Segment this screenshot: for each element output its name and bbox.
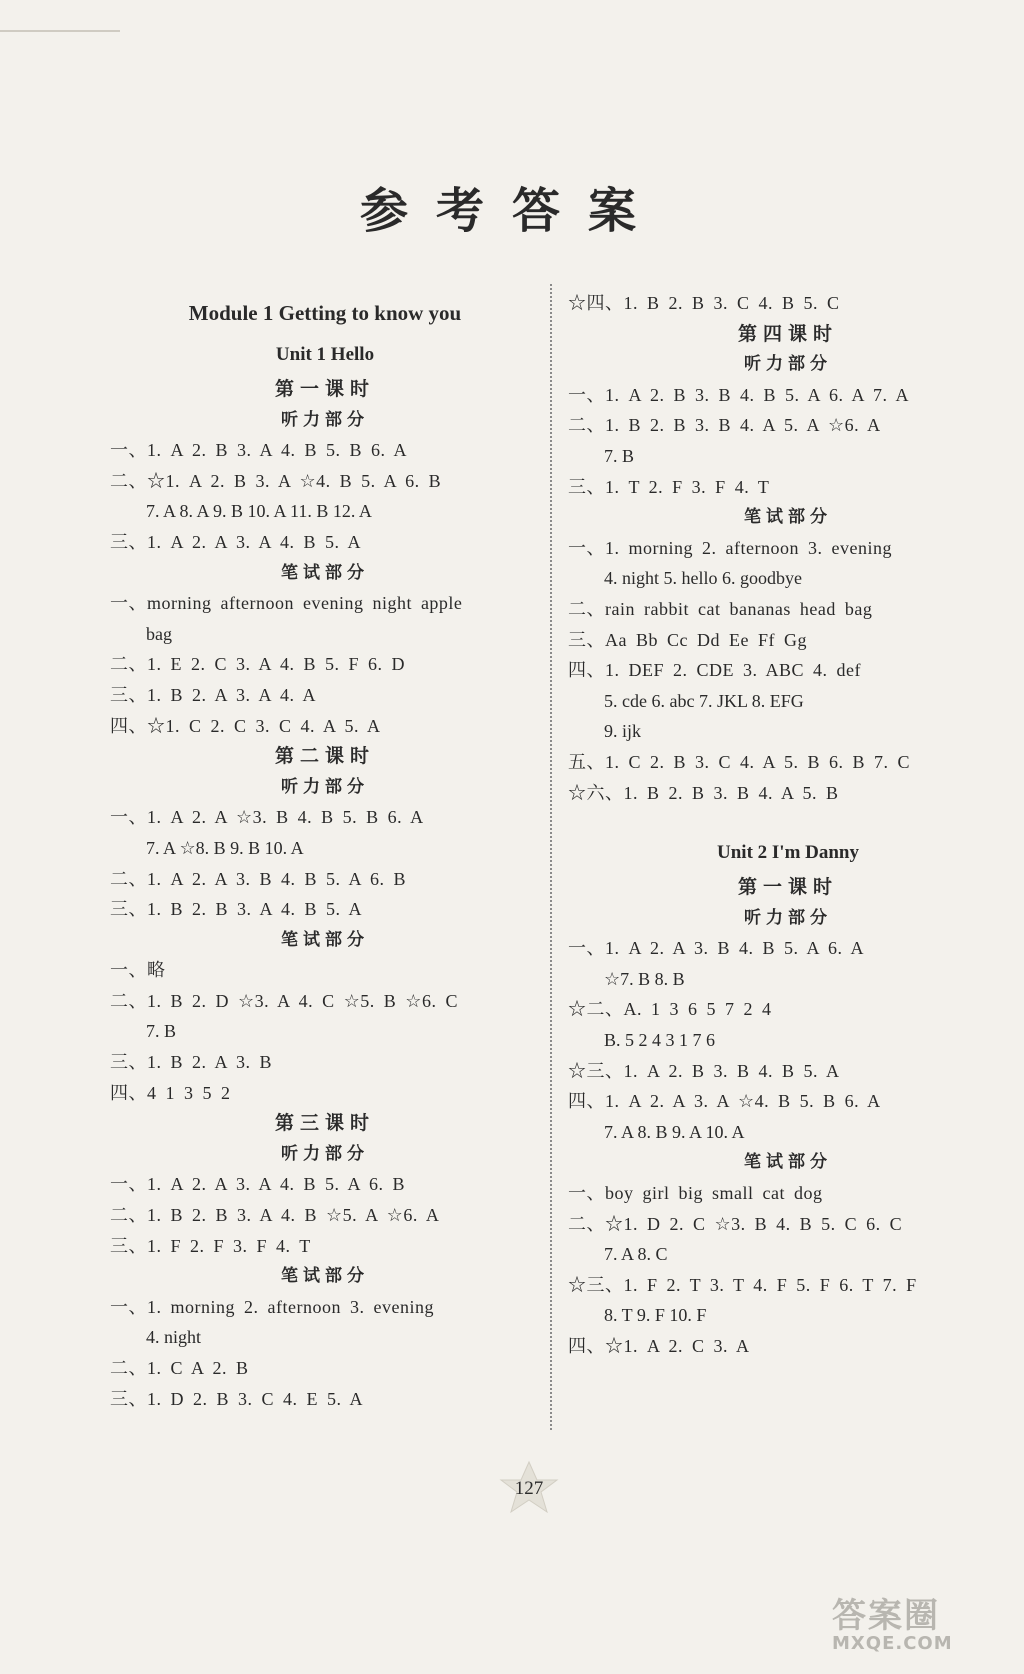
- answer-line: 一、boy girl big small cat dog: [568, 1183, 823, 1204]
- lesson-heading: 第四课时: [737, 322, 838, 345]
- column-divider: [550, 284, 552, 1430]
- answer-line-continued: bag: [146, 623, 172, 644]
- answer-line: ☆二、A. 1 3 6 5 7 2 4: [568, 999, 772, 1020]
- answer-line-continued: 7. A 8. B 9. A 10. A: [604, 1121, 745, 1142]
- answer-line: 一、1. morning 2. afternoon 3. evening: [568, 537, 892, 558]
- section-heading: 听力部分: [744, 907, 832, 928]
- section-heading: 听力部分: [281, 409, 369, 430]
- answer-line: 一、1. A 2. A 3. B 4. B 5. A 6. A: [568, 938, 865, 959]
- answer-line: 二、1. B 2. D ☆3. A 4. C ☆5. B ☆6. C: [110, 990, 458, 1011]
- answer-line: 一、morning afternoon evening night apple: [110, 593, 463, 614]
- answer-line-continued: 7. A 8. A 9. B 10. A 11. B 12. A: [146, 501, 372, 522]
- answer-line: 三、1. F 2. F 3. F 4. T: [110, 1235, 311, 1256]
- answer-line: 三、1. B 2. B 3. A 4. B 5. A: [110, 899, 363, 920]
- answer-line: 三、Aa Bb Cc Dd Ee Ff Gg: [568, 629, 807, 650]
- answer-line: 一、1. A 2. A 3. A 4. B 5. A 6. B: [110, 1174, 406, 1195]
- watermark-url: MXQE.COM: [832, 1633, 953, 1654]
- answer-line: 三、1. B 2. A 3. A 4. A: [110, 684, 317, 705]
- answer-line-continued: 4. night 5. hello 6. goodbye: [604, 568, 802, 589]
- lesson-heading: 第一课时: [274, 378, 375, 400]
- answer-line: 二、1. B 2. B 3. B 4. A 5. A ☆6. A: [568, 415, 881, 436]
- answer-line: 四、☆1. C 2. C 3. C 4. A 5. A: [110, 715, 381, 736]
- answer-line: 三、1. T 2. F 3. F 4. T: [568, 476, 770, 497]
- section-heading: 笔试部分: [281, 1266, 369, 1287]
- answer-line: 四、1. A 2. A 3. A ☆4. B 5. B 6. A: [568, 1091, 881, 1112]
- answer-line: 四、☆1. A 2. C 3. A: [568, 1336, 750, 1356]
- answer-line: 二、1. A 2. A 3. B 4. B 5. A 6. B: [110, 868, 407, 889]
- answer-line: ☆六、1. B 2. B 3. B 4. A 5. B: [568, 782, 839, 803]
- answer-line: 四、4 1 3 5 2: [110, 1082, 231, 1103]
- section-heading: 笔试部分: [281, 562, 369, 583]
- lesson-heading: 第三课时: [274, 1112, 375, 1135]
- section-heading: 笔试部分: [744, 1152, 832, 1173]
- answer-line: 一、1. A 2. A ☆3. B 4. B 5. B 6. A: [110, 807, 424, 828]
- answer-line: 一、略: [110, 960, 166, 981]
- answer-line: 一、1. A 2. B 3. B 4. B 5. A 6. A 7. A: [568, 384, 910, 405]
- page-number: 127: [514, 1478, 544, 1499]
- answer-line: ☆三、1. F 2. T 3. T 4. F 5. F 6. T 7. F: [568, 1274, 917, 1295]
- answer-line: 五、1. C 2. B 3. C 4. A 5. B 6. B 7. C: [568, 751, 911, 772]
- page-number-badge: [489, 1460, 569, 1520]
- answer-line: 二、☆1. A 2. B 3. A ☆4. B 5. A 6. B: [110, 470, 442, 491]
- answer-line: 二、1. B 2. B 3. A 4. B ☆5. A ☆6. A: [110, 1205, 440, 1226]
- answer-line-continued: 8. T 9. F 10. F: [604, 1305, 707, 1326]
- answer-line: 二、1. E 2. C 3. A 4. B 5. F 6. D: [110, 654, 406, 675]
- module-heading: Module 1 Getting to know you: [188, 301, 462, 325]
- scan-edge-mark: [0, 30, 120, 32]
- page-title: 参考答案: [359, 183, 664, 239]
- answer-line-continued: 7. B: [604, 445, 635, 466]
- answer-line: 一、1. A 2. B 3. A 4. B 5. B 6. A: [110, 440, 408, 461]
- answer-line-continued: 4. night: [146, 1327, 202, 1348]
- watermark-logo: 答案圈: [832, 1596, 940, 1636]
- section-heading: 笔试部分: [281, 929, 369, 950]
- answer-line-continued: 5. cde 6. abc 7. JKL 8. EFG: [604, 690, 804, 711]
- section-heading: 听力部分: [281, 1143, 369, 1164]
- section-heading: 笔试部分: [744, 507, 832, 528]
- answer-line: ☆四、1. B 2. B 3. C 4. B 5. C: [568, 293, 840, 313]
- unit-heading: Unit 1 Hello: [275, 344, 375, 365]
- answer-line: 二、☆1. D 2. C ☆3. B 4. B 5. C 6. C: [568, 1213, 903, 1234]
- section-heading: 听力部分: [281, 776, 369, 797]
- spacer: [568, 808, 1008, 834]
- answer-line: 一、1. morning 2. afternoon 3. evening: [110, 1296, 434, 1317]
- answer-line-continued: 7. A 8. C: [604, 1244, 668, 1265]
- answer-line-continued: ☆7. B 8. B: [604, 968, 685, 989]
- answer-column-left: [110, 290, 540, 1414]
- unit-heading: Unit 2 I'm Danny: [717, 842, 859, 864]
- answer-column-right: [568, 288, 1008, 1362]
- answer-line-continued: B. 5 2 4 3 1 7 6: [604, 1030, 716, 1051]
- answer-line: 三、1. B 2. A 3. B: [110, 1052, 273, 1073]
- answer-line-continued: 9. ijk: [604, 721, 642, 742]
- answer-line: 二、rain rabbit cat bananas head bag: [568, 598, 873, 619]
- answer-line-continued: 7. B: [146, 1021, 177, 1042]
- answer-line: ☆三、1. A 2. B 3. B 4. B 5. A: [568, 1060, 840, 1081]
- lesson-heading: 第一课时: [737, 876, 838, 899]
- section-heading: 听力部分: [744, 354, 832, 375]
- lesson-heading: 第二课时: [274, 745, 375, 768]
- answer-line: 二、1. C A 2. B: [110, 1358, 249, 1378]
- watermark: [832, 1588, 1000, 1656]
- answer-line: 三、1. D 2. B 3. C 4. E 5. A: [110, 1388, 364, 1409]
- answer-line-continued: 7. A ☆8. B 9. B 10. A: [146, 837, 304, 858]
- answer-line: 三、1. A 2. A 3. A 4. B 5. A: [110, 531, 362, 552]
- answer-line: 四、1. DEF 2. CDE 3. ABC 4. def: [568, 660, 862, 681]
